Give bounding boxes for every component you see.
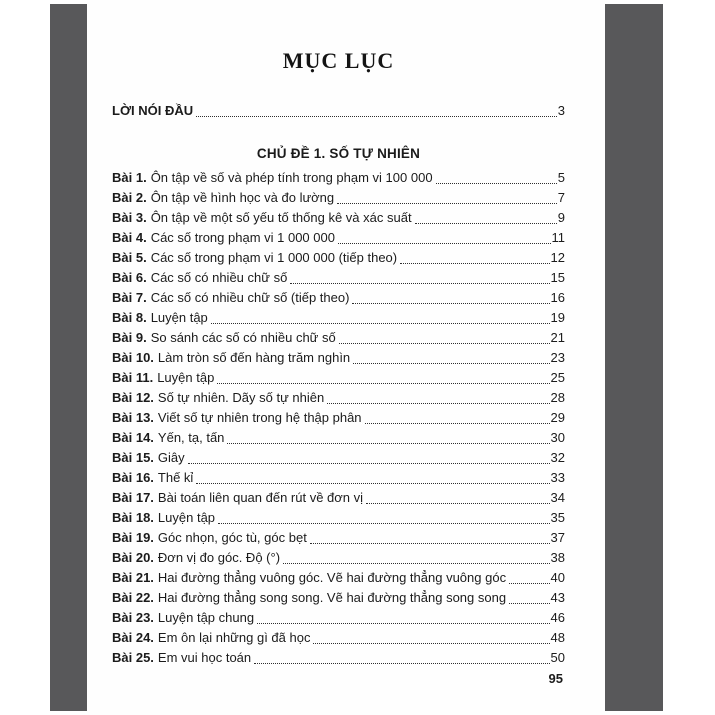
toc-row [112, 448, 565, 468]
toc-entry-page: 15 [550, 270, 565, 285]
dot-leader [338, 243, 551, 244]
dot-leader [283, 563, 550, 564]
toc-row [112, 568, 565, 588]
dot-leader [211, 323, 550, 324]
toc-row [112, 188, 565, 208]
toc-title: MỤC LỤC [282, 48, 395, 73]
toc-entry-label: Bài 12. [112, 390, 154, 405]
toc-entry-page: 37 [550, 530, 565, 545]
toc-row [112, 408, 565, 428]
toc-row [112, 228, 565, 248]
right-shadow-bar [605, 4, 663, 711]
dot-leader [217, 383, 549, 384]
toc-entry-page: 19 [550, 310, 565, 325]
dot-leader [257, 623, 549, 624]
toc-entry-label: Bài 11. [112, 370, 154, 385]
toc-entry-title: Ôn tập về hình học và đo lường [150, 190, 335, 205]
toc-row [112, 548, 565, 568]
toc-row [112, 208, 565, 228]
toc-entry-label: Bài 17. [112, 490, 154, 505]
toc-entry-title: Luyện tập [157, 370, 215, 385]
toc-entry-page: 12 [550, 250, 565, 265]
toc-entry-page: 40 [550, 570, 565, 585]
toc-entry-title: Hai đường thẳng vuông góc. Vẽ hai đường thẳng vuông góc [157, 570, 507, 585]
dot-leader [415, 223, 557, 224]
toc-row [112, 268, 565, 288]
toc-entry-label: Bài 13. [112, 410, 154, 425]
dot-leader [365, 423, 550, 424]
toc-entry-label: Bài 20. [112, 550, 154, 565]
toc-entry-label: Bài 9. [112, 330, 147, 345]
toc-row [112, 628, 565, 648]
toc-entry-title: Góc nhọn, góc tù, góc bẹt [157, 530, 307, 545]
toc-entry-label: Bài 16. [112, 470, 154, 485]
dot-leader [290, 283, 549, 284]
toc-entry-page: 33 [550, 470, 565, 485]
toc-row [112, 168, 565, 188]
dot-leader [400, 263, 549, 264]
toc-entry-title: Luyện tập [157, 510, 216, 525]
toc-entry-page: 35 [550, 510, 565, 525]
toc-entry-label: Bài 8. [112, 310, 147, 325]
dot-leader [310, 543, 550, 544]
book-page [87, 0, 605, 715]
dot-leader [196, 483, 549, 484]
toc-entry-title: Làm tròn số đến hàng trăm nghìn [157, 350, 351, 365]
toc-entry-page: 16 [550, 290, 565, 305]
toc-entry-title: Các số có nhiều chữ số (tiếp theo) [150, 290, 350, 305]
toc-row [112, 428, 565, 448]
toc-entry-label: Bài 24. [112, 630, 154, 645]
toc-row [112, 328, 565, 348]
toc-entry-page: 29 [550, 410, 565, 425]
toc-entry-page: 7 [557, 190, 565, 205]
dot-leader [509, 603, 549, 604]
toc-entry-label: Bài 4. [112, 230, 147, 245]
page-number: 95 [548, 671, 563, 686]
dot-leader [218, 523, 550, 524]
toc-entry-title: Thế kỉ [157, 470, 194, 485]
dot-leader [313, 643, 549, 644]
toc-entry-page: 34 [550, 490, 565, 505]
toc-list [112, 168, 565, 668]
dot-leader [196, 116, 557, 117]
toc-entry-label: Bài 1. [112, 170, 147, 185]
toc-entry-title: Hai đường thẳng song song. Vẽ hai đường thẳng song song [157, 590, 507, 605]
dot-leader [509, 583, 549, 584]
dot-leader [353, 363, 549, 364]
toc-entry-page: 50 [550, 650, 565, 665]
toc-entry-title: Em vui học toán [157, 650, 252, 665]
toc-entry-title: Yến, tạ, tấn [157, 430, 225, 445]
toc-entry-label: Bài 15. [112, 450, 154, 465]
toc-row [112, 508, 565, 528]
dot-leader [227, 443, 549, 444]
toc-entry-title: Bài toán liên quan đến rút về đơn vị [157, 490, 364, 505]
toc-entry-title: Đơn vị đo góc. Độ (°) [157, 550, 281, 565]
dot-leader [366, 503, 550, 504]
toc-row [112, 388, 565, 408]
toc-entry-title: Các số trong phạm vi 1 000 000 (tiếp theo) [150, 250, 398, 265]
toc-row [112, 608, 565, 628]
toc-row [112, 648, 565, 668]
toc-entry-page: 46 [550, 610, 565, 625]
toc-entry-page: 32 [550, 450, 565, 465]
toc-entry-page: 30 [550, 430, 565, 445]
toc-entry-title: Luyện tập [150, 310, 208, 325]
left-shadow-bar [50, 4, 87, 711]
toc-row [112, 528, 565, 548]
toc-row [112, 368, 565, 388]
toc-entry-page: 23 [550, 350, 565, 365]
toc-entry-label: Bài 3. [112, 210, 147, 225]
toc-entry-label: Bài 22. [112, 590, 154, 605]
toc-entry-page: 9 [557, 210, 565, 225]
toc-entry-title: Ôn tập về một số yếu tố thống kê và xác suất [150, 210, 412, 225]
toc-row [112, 248, 565, 268]
toc-entry-title: Các số trong phạm vi 1 000 000 [150, 230, 335, 245]
toc-entry-label: Bài 25. [112, 650, 154, 665]
toc-entry-label: Bài 19. [112, 530, 154, 545]
toc-entry-page: 43 [550, 590, 565, 605]
toc-entry-title: Giây [157, 450, 185, 465]
toc-row [112, 308, 565, 328]
preface-page-number: 3 [557, 103, 565, 118]
toc-entry-page: 5 [557, 170, 565, 185]
dot-leader [436, 183, 557, 184]
dot-leader [327, 403, 549, 404]
toc-row [112, 488, 565, 508]
toc-entry-page: 48 [550, 630, 565, 645]
toc-entry-title: Số tự nhiên. Dãy số tự nhiên [157, 390, 325, 405]
page-content [87, 48, 605, 686]
preface-label: LỜI NÓI ĐẦU [112, 103, 194, 118]
preface-row [112, 101, 565, 121]
toc-entry-label: Bài 23. [112, 610, 154, 625]
toc-entry-title: Các số có nhiều chữ số [150, 270, 288, 285]
toc-entry-page: 21 [550, 330, 565, 345]
toc-entry-title: Viết số tự nhiên trong hệ thập phân [157, 410, 362, 425]
toc-entry-page: 25 [550, 370, 565, 385]
toc-entry-label: Bài 14. [112, 430, 154, 445]
toc-row [112, 588, 565, 608]
toc-entry-title: Em ôn lại những gì đã học [157, 630, 311, 645]
toc-entry-label: Bài 7. [112, 290, 147, 305]
toc-row [112, 288, 565, 308]
dot-leader [339, 343, 550, 344]
dot-leader [352, 303, 549, 304]
toc-entry-label: Bài 6. [112, 270, 147, 285]
toc-entry-label: Bài 5. [112, 250, 147, 265]
toc-entry-label: Bài 2. [112, 190, 147, 205]
toc-entry-page: 11 [551, 230, 565, 245]
toc-entry-label: Bài 18. [112, 510, 154, 525]
toc-row [112, 468, 565, 488]
toc-entry-title: So sánh các số có nhiều chữ số [150, 330, 336, 345]
toc-row [112, 348, 565, 368]
dot-leader [188, 463, 550, 464]
toc-entry-label: Bài 10. [112, 350, 154, 365]
dot-leader [254, 663, 549, 664]
toc-entry-page: 28 [550, 390, 565, 405]
section-heading: CHỦ ĐỀ 1. SỐ TỰ NHIÊN [256, 146, 421, 161]
dot-leader [337, 203, 557, 204]
toc-entry-title: Ôn tập về số và phép tính trong phạm vi 100 000 [150, 170, 433, 185]
toc-entry-page: 38 [550, 550, 565, 565]
toc-entry-label: Bài 21. [112, 570, 154, 585]
toc-entry-title: Luyện tập chung [157, 610, 255, 625]
